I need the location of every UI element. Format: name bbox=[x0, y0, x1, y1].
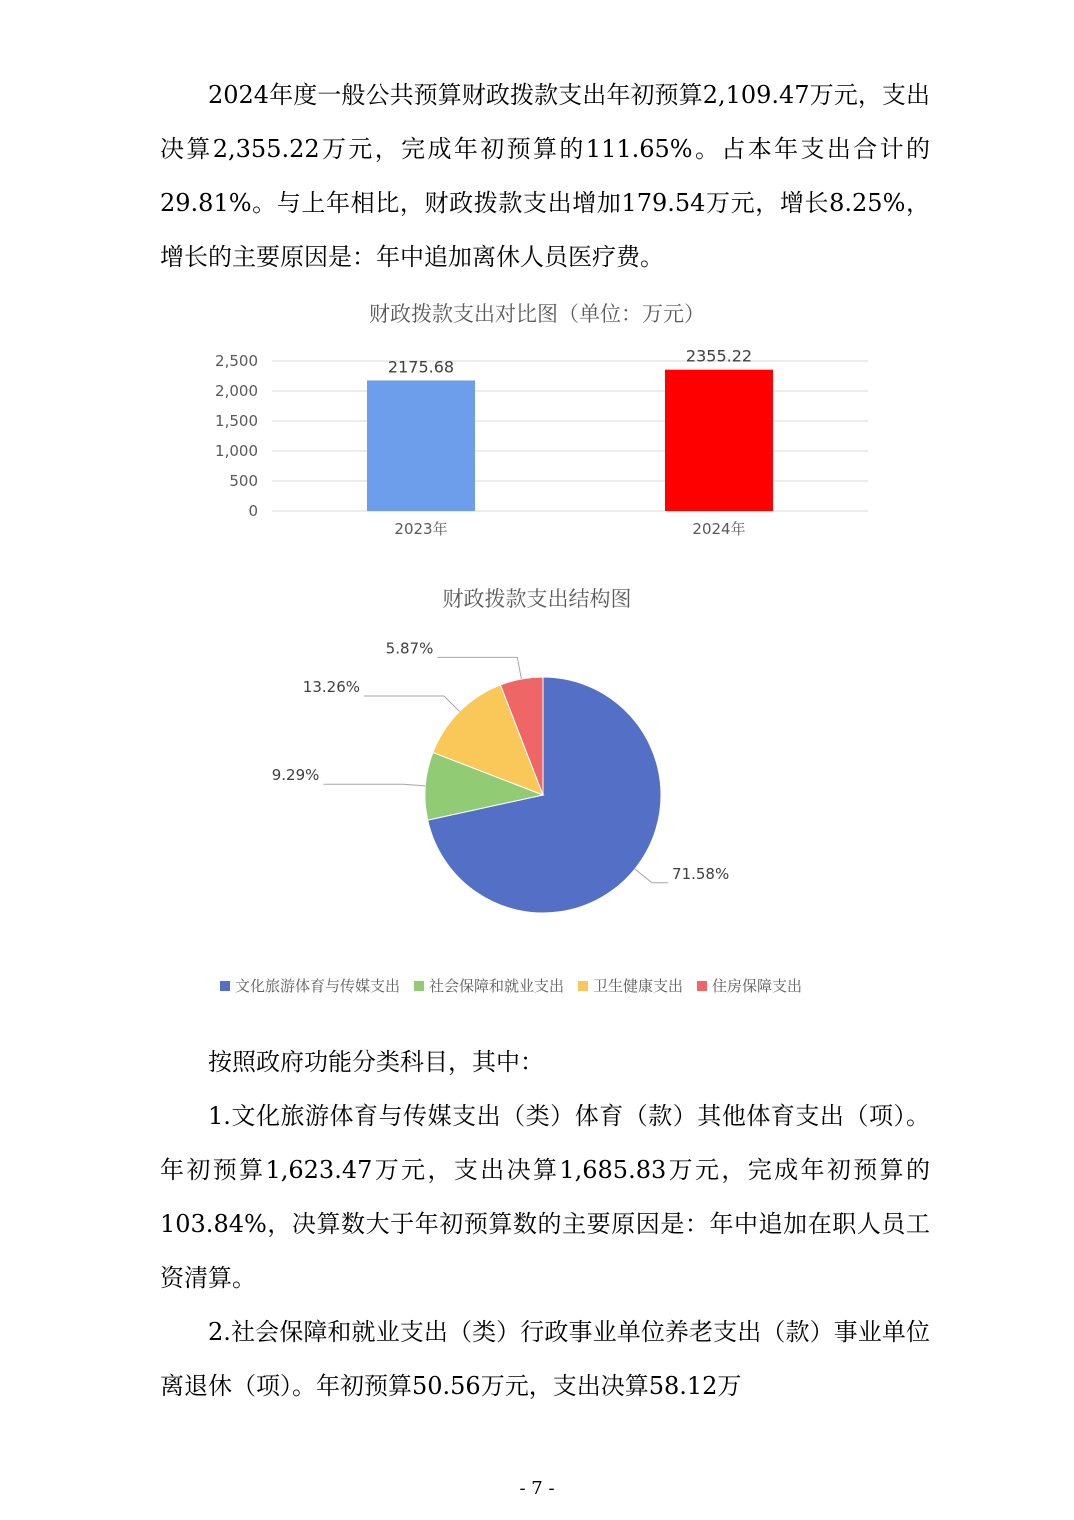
y-tick-label: 2,500 bbox=[215, 352, 258, 370]
leader-line bbox=[437, 657, 521, 679]
legend-item bbox=[220, 975, 400, 996]
y-tick-label: 500 bbox=[229, 472, 258, 490]
legend-item bbox=[414, 975, 564, 996]
bar-data-label: 2355.22 bbox=[685, 346, 753, 366]
legend-swatch bbox=[414, 981, 424, 991]
paragraph-item-2: 2.社会保障和就业支出（类）行政事业单位养老支出（款）事业单位离退休（项）。年初预算50.56万元，支出决算58.12万 bbox=[160, 1318, 930, 1400]
pie-chart bbox=[0, 630, 1074, 950]
y-tick-label: 1,500 bbox=[215, 412, 258, 430]
legend-label: 卫生健康支出 bbox=[593, 977, 684, 995]
page-number: - 7 - bbox=[519, 1478, 555, 1499]
legend-swatch bbox=[697, 981, 707, 991]
paragraph-item-1: 1.文化旅游体育与传媒支出（类）体育（款）其他体育支出（项）。年初预算1,623.47万元，支出决算1,685.83万元，完成年初预算的103.84%，决算数大于年初预算数的主要原因是：年中追加在职人员工资清算。 bbox=[160, 1102, 930, 1292]
leader-line bbox=[635, 869, 668, 883]
pie-data-label: 13.26% bbox=[302, 678, 361, 697]
pie-data-label: 9.29% bbox=[271, 766, 320, 785]
bar-chart-title: 财政拨款支出对比图（单位：万元） bbox=[369, 302, 705, 326]
paragraph-classification-intro: 按照政府功能分类科目，其中： bbox=[208, 1048, 544, 1076]
bar bbox=[367, 380, 475, 511]
legend-label: 文化旅游体育与传媒支出 bbox=[235, 977, 401, 995]
pie-chart-title: 财政拨款支出结构图 bbox=[442, 587, 632, 611]
x-tick-label: 2024年 bbox=[692, 520, 746, 538]
bar-data-label: 2175.68 bbox=[387, 357, 455, 377]
legend-swatch bbox=[220, 981, 230, 991]
y-tick-label: 1,000 bbox=[215, 442, 258, 460]
legend-item bbox=[697, 975, 802, 996]
bar bbox=[665, 370, 773, 511]
bar-chart bbox=[0, 340, 1074, 590]
pie-legend bbox=[220, 975, 880, 996]
y-tick-label: 2,000 bbox=[215, 382, 258, 400]
paragraph-budget-summary: 2024年度一般公共预算财政拨款支出年初预算2,109.47万元，支出决算2,355.22万元，完成年初预算的111.65%。占本年支出合计的29.81%。与上年相比，财政拨款支出增加179.54万元，增长8.25%，增长的主要原因是：年中追加离休人员医疗费。 bbox=[160, 81, 930, 271]
legend-swatch bbox=[578, 981, 588, 991]
x-tick-label: 2023年 bbox=[394, 520, 448, 538]
leader-line bbox=[323, 784, 425, 786]
pie-data-label: 71.58% bbox=[672, 864, 730, 883]
pie-data-label: 5.87% bbox=[385, 639, 434, 658]
legend-label: 社会保障和就业支出 bbox=[429, 977, 565, 995]
leader-line bbox=[364, 696, 460, 712]
legend-label: 住房保障支出 bbox=[712, 977, 803, 995]
legend-item bbox=[578, 975, 683, 996]
y-tick-label: 0 bbox=[248, 502, 258, 520]
